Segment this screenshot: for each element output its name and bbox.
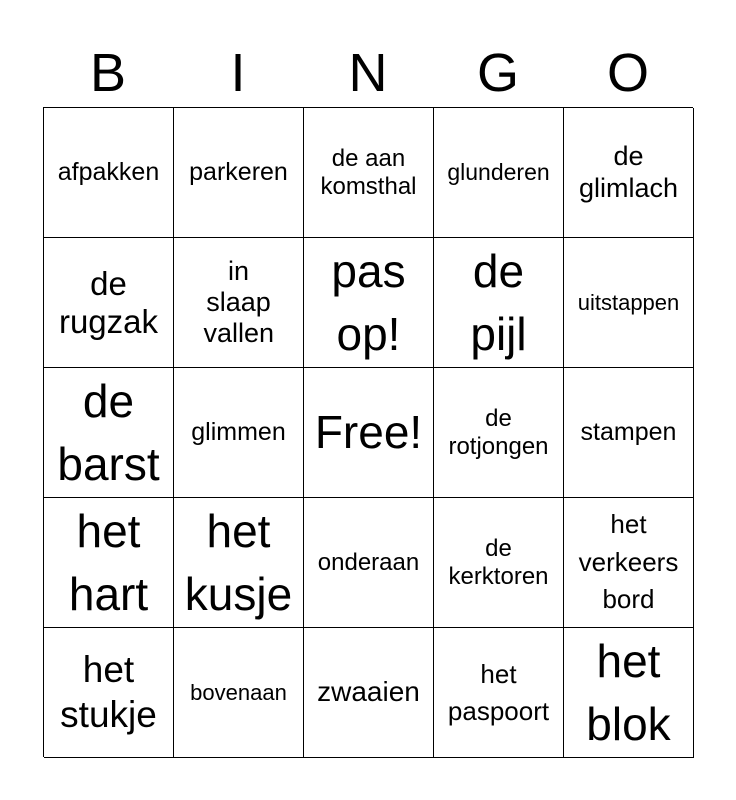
cell-text: de pijl <box>470 245 527 360</box>
cell-text: de rugzak <box>58 264 159 340</box>
cell-text: het blok <box>586 635 671 750</box>
cell-text: de glimlach <box>578 141 679 203</box>
bingo-cell <box>304 628 434 758</box>
cell-text: afpakken <box>57 158 160 187</box>
bingo-cell <box>174 238 304 368</box>
bingo-cell <box>44 238 174 368</box>
cell-text: bovenaan <box>190 679 287 705</box>
bingo-cell <box>304 238 434 368</box>
cell-text: het verkeers bord <box>578 508 679 615</box>
cell-text: stampen <box>580 418 677 447</box>
bingo-cell <box>44 108 174 238</box>
bingo-cell <box>44 368 174 498</box>
cell-text: het paspoort <box>447 659 550 726</box>
cell-text: pas op! <box>331 245 406 360</box>
header-letter-b: B <box>89 43 127 103</box>
cell-text: in slaap vallen <box>203 255 275 349</box>
cell-text: de barst <box>57 375 160 490</box>
cell-text: het stukje <box>60 649 157 735</box>
bingo-cell <box>304 368 434 498</box>
header-letter-g: G <box>476 43 519 103</box>
bingo-cell <box>564 498 694 628</box>
bingo-cell <box>434 108 564 238</box>
bingo-cell <box>564 108 694 238</box>
cell-text: parkeren <box>189 158 288 187</box>
bingo-cell <box>174 628 304 758</box>
cell-text: zwaaien <box>317 676 420 708</box>
bingo-cell <box>434 628 564 758</box>
bingo-cell <box>434 498 564 628</box>
cell-text: de aan komsthal <box>320 144 417 200</box>
bingo-cell <box>44 498 174 628</box>
cell-text: het kusje <box>184 505 293 620</box>
bingo-grid <box>43 107 693 757</box>
bingo-cell <box>174 368 304 498</box>
header-letter-n: N <box>348 43 388 103</box>
header-letter-o: O <box>606 43 649 103</box>
cell-text: de kerktoren <box>448 534 549 590</box>
header-letter-i: I <box>230 43 246 103</box>
bingo-cell <box>174 108 304 238</box>
bingo-cell <box>434 238 564 368</box>
cell-text: de rotjongen <box>448 404 549 460</box>
bingo-cell <box>304 108 434 238</box>
bingo-cell <box>174 498 304 628</box>
bingo-cell <box>564 238 694 368</box>
cell-text: uitstappen <box>577 289 680 315</box>
bingo-header <box>43 40 693 106</box>
cell-text: glunderen <box>447 159 550 186</box>
bingo-cell <box>564 628 694 758</box>
bingo-cell <box>434 368 564 498</box>
cell-text: het hart <box>68 505 149 620</box>
bingo-cell <box>564 368 694 498</box>
bingo-cell <box>304 498 434 628</box>
cell-text: onderaan <box>317 548 420 576</box>
free-space: Free! <box>314 406 423 459</box>
bingo-cell <box>44 628 174 758</box>
cell-text: glimmen <box>191 418 286 447</box>
